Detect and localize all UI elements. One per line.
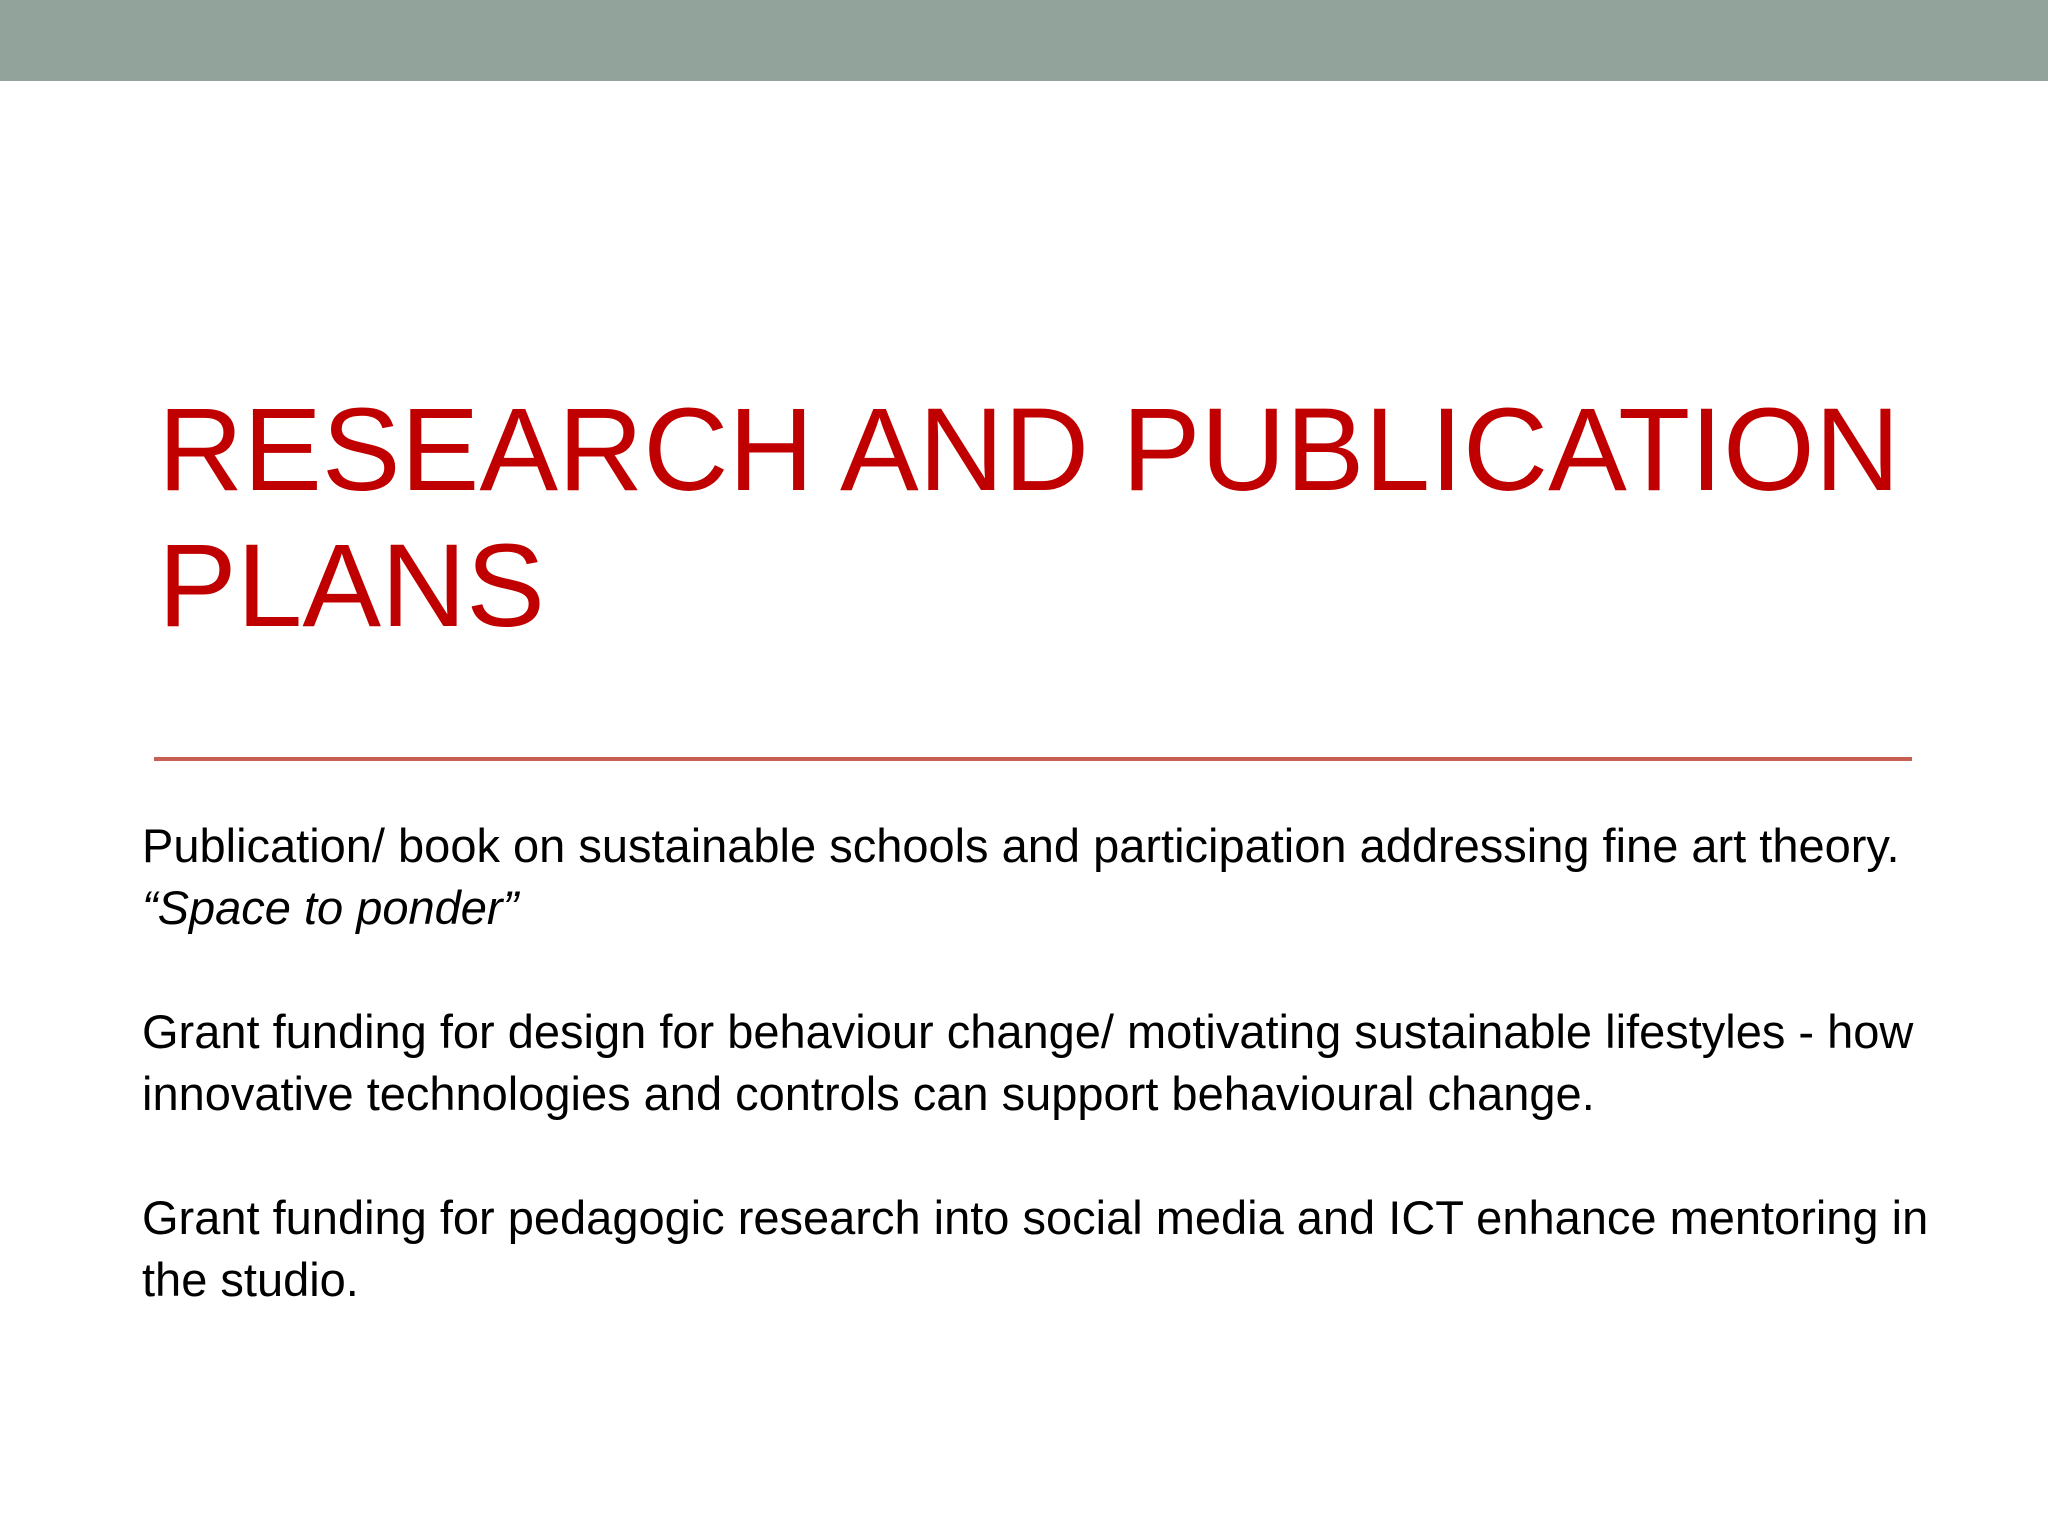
paragraph-pedagogic-research: Grant funding for pedagogic research into social media and ICT enhance mentoring in the studio. [142, 1191, 1929, 1306]
paragraph-publication-text: Publication/ book on sustainable schools and participation addressing fine art theory. [142, 819, 1900, 872]
paragraph-behaviour-change: Grant funding for design for behaviour change/ motivating sustainable lifestyles - how innovative technologies and controls can support behavioural change. [142, 1005, 1914, 1120]
slide-title: RESEARCH AND PUBLICATION PLANS [158, 384, 1900, 652]
paragraph-publication [142, 815, 2002, 939]
slide-body [142, 815, 2002, 1311]
paragraph-publication-quote: “Space to ponder” [142, 881, 519, 934]
title-divider-line [154, 757, 1912, 761]
top-color-band [0, 0, 2048, 81]
